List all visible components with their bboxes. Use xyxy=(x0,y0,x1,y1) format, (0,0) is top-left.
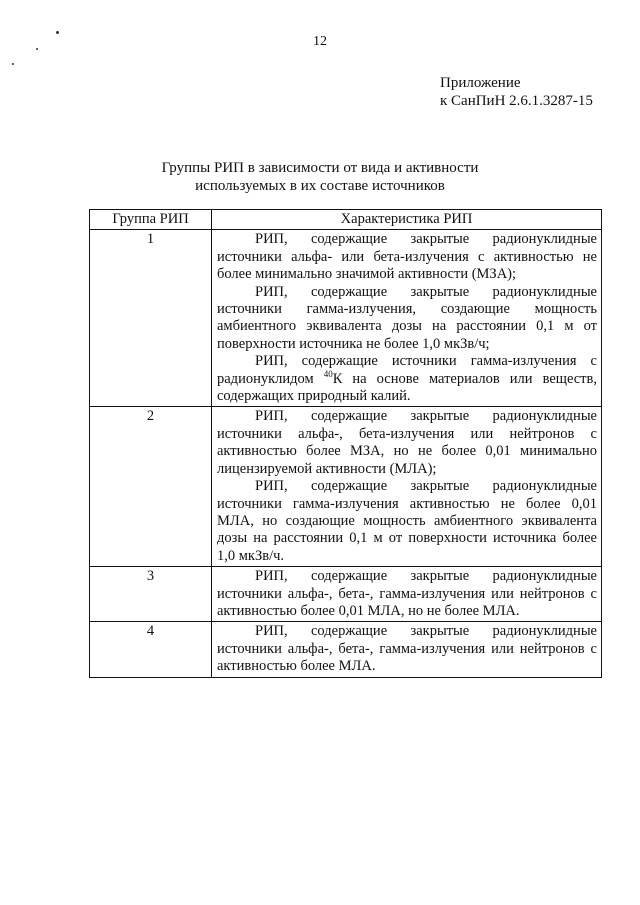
table-header-row xyxy=(90,210,602,230)
rip-groups-table xyxy=(89,209,602,678)
appendix-line-2: к СанПиН 2.6.1.3287-15 xyxy=(440,93,593,109)
group-cell: 1 xyxy=(90,230,212,407)
page-number: 12 xyxy=(313,34,327,49)
document-title xyxy=(0,159,640,195)
appendix-reference xyxy=(440,74,593,110)
table-row xyxy=(90,230,602,407)
characteristic-paragraph xyxy=(217,353,597,405)
table-row xyxy=(90,567,602,622)
characteristic-paragraph: РИП, содержащие закрытые радионуклидные источники альфа-, бета-излучения или нейтронов с активностью более МЗА, но не более 0,01 минимально лицензируемой активности (МЛА); xyxy=(217,408,597,477)
scan-speck xyxy=(12,63,14,65)
characteristic-cell xyxy=(212,567,602,622)
characteristic-cell xyxy=(212,407,602,567)
header-group: Группа РИП xyxy=(90,210,212,230)
characteristic-paragraph: РИП, содержащие закрытые радионуклидные источники гамма-излучения активностью не более 0,01 МЛА, но создающие мощность амбиентного эквивалента дозы на расстоянии 0,1 м от поверхности источника более 1,0 мкЗв/ч. xyxy=(217,478,597,564)
characteristic-paragraph: РИП, содержащие закрытые радионуклидные источники альфа-, бета-, гамма-излучения или нейтронов с активностью более МЛА. xyxy=(217,623,597,675)
group-cell: 2 xyxy=(90,407,212,567)
group-cell: 4 xyxy=(90,622,212,677)
table-row xyxy=(90,622,602,677)
title-line-2: используемых в их составе источников xyxy=(195,178,445,194)
title-line-1: Группы РИП в зависимости от вида и активности xyxy=(161,160,479,176)
characteristic-paragraph: РИП, содержащие закрытые радионуклидные источники альфа- или бета-излучения с активностью не более минимально значимой активности (МЗА); xyxy=(217,231,597,283)
appendix-line-1: Приложение xyxy=(440,75,521,91)
characteristic-paragraph: РИП, содержащие закрытые радионуклидные источники альфа-, бета-, гамма-излучения или нейтронов с активностью более 0,01 МЛА, но не более МЛА. xyxy=(217,568,597,619)
header-characteristic: Характеристика РИП xyxy=(212,210,602,230)
characteristic-cell xyxy=(212,622,602,677)
group-cell: 3 xyxy=(90,567,212,622)
isotope-mass-number: 40 xyxy=(323,368,333,379)
characteristic-cell xyxy=(212,230,602,407)
paragraph-text-after: К на основе материалов или веществ, содержащих природный калий. xyxy=(217,370,597,405)
characteristic-paragraph: РИП, содержащие закрытые радионуклидные источники гамма-излучения, создающие мощность амбиентного эквивалента дозы на расстоянии 0,1 м от поверхности источника не более 1,0 мкЗв/ч; xyxy=(217,283,597,352)
paragraph-text-before: РИП, содержащие источники гамма-излучения с радионуклидом xyxy=(217,353,597,387)
table-row xyxy=(90,407,602,567)
